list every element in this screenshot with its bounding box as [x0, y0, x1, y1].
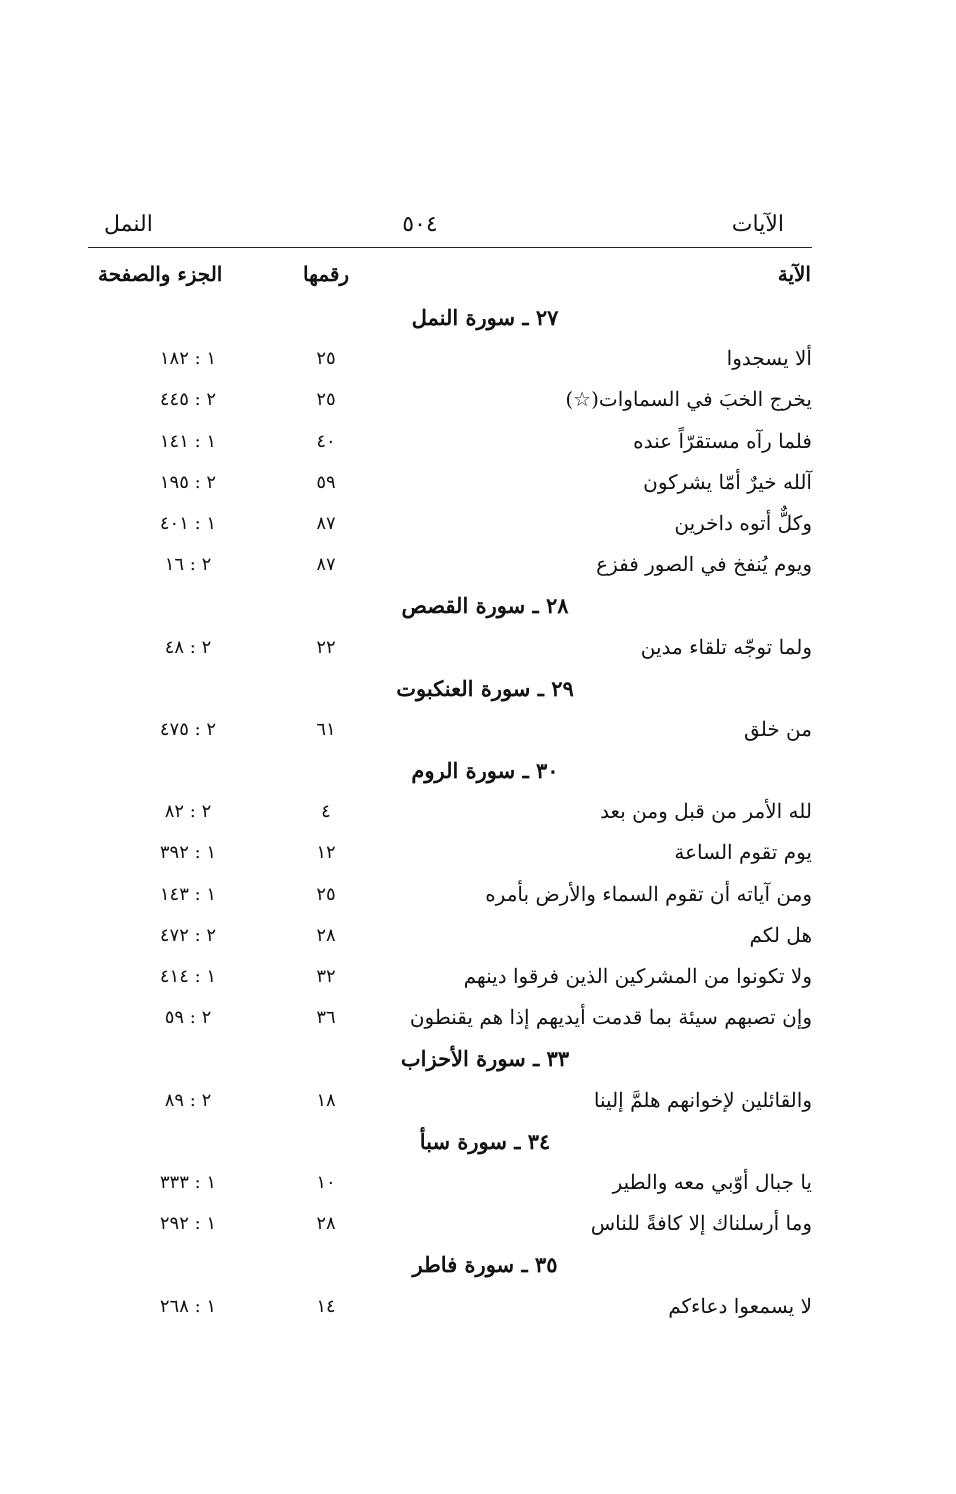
volume-page-ref: ٢ : ٤٧٥ [159, 718, 217, 740]
verse-number: ٢٢ [316, 636, 336, 658]
verse-number: ٣٢ [316, 966, 336, 987]
verse-text: وإن تصبهم سيئة بما قدمت أيديهم إذا هم يقنطون [409, 1005, 812, 1030]
surah-heading: ٢٧ ـ سورة النمل [411, 305, 559, 330]
verse-number: ٨٧ [316, 554, 336, 576]
verse-text: يوم تقوم الساعة [674, 840, 812, 865]
table-row [88, 1080, 812, 1121]
volume-page-ref: ٢ : ٨٢ [164, 801, 212, 823]
table-row [88, 791, 812, 832]
table-row [88, 832, 812, 873]
verse-number: ٨٧ [316, 512, 336, 534]
verse-index-table [88, 297, 812, 1327]
surah-heading: ٢٩ ـ سورة العنكبوت [396, 675, 574, 701]
volume-page-ref: ١ : ٢٩٢ [159, 1213, 217, 1235]
verse-number: ٥٩ [316, 471, 336, 493]
verse-text: وما أرسلناك إلا كافةً للناس [590, 1211, 812, 1236]
table-row [88, 915, 812, 956]
table-row [88, 709, 812, 750]
table-row [88, 544, 812, 585]
verse-text: يخرج الخبَ في السماوات(☆) [565, 387, 812, 412]
table-row [88, 997, 812, 1038]
volume-page-ref: ١ : ٣٩٢ [159, 842, 217, 864]
volume-page-ref: ١ : ٤٠١ [159, 512, 217, 534]
volume-page-ref: ٢ : ٤٤٥ [159, 389, 217, 411]
verse-text: آلله خيرٌ أمّا يشركون [643, 469, 812, 494]
volume-page-ref: ٢ : ٨٩ [164, 1089, 212, 1111]
surah-heading: ٣٣ ـ سورة الأحزاب [400, 1046, 570, 1072]
verse-number: ١٢ [316, 842, 336, 864]
volume-page-ref: ٢ : ٥٩ [164, 1007, 212, 1029]
column-header-ref: الجزء والصفحة [98, 262, 223, 286]
volume-page-ref: ٢ : ١٩٥ [159, 471, 217, 493]
verse-text: هل لكم [749, 922, 812, 947]
verse-text: يا جبال أوّبي معه والطير [612, 1169, 812, 1194]
verse-text: من خلق [744, 716, 812, 741]
verse-text: والقائلين لإخوانهم هلمَّ إلينا [593, 1087, 812, 1112]
verse-number: ٤٠ [316, 430, 336, 452]
verse-number: ٢٨ [316, 1213, 336, 1235]
table-row [88, 1203, 812, 1244]
verse-text: لا يسمعوا دعاءكم [668, 1293, 812, 1318]
page-number: ٥٠٤ [402, 212, 438, 237]
verse-number: ٢٥ [316, 883, 336, 905]
volume-page-ref: ٢ : ١٦ [164, 554, 212, 576]
running-head [88, 205, 812, 245]
volume-page-ref: ٢ : ٤٧٢ [159, 924, 217, 946]
surah-heading: ٣٠ ـ سورة الروم [411, 758, 559, 784]
verse-number: ٤ [321, 801, 331, 823]
verse-number: ٢٥ [316, 348, 336, 370]
header-rule [88, 247, 812, 248]
surah-heading: ٣٥ ـ سورة فاطر [412, 1252, 558, 1278]
verse-text: لله الأمر من قبل ومن بعد [600, 799, 812, 824]
table-row [88, 503, 812, 544]
table-row [88, 627, 812, 668]
verse-text: ألا يسجدوا [726, 346, 812, 371]
table-row [88, 1162, 812, 1203]
section-title: الآيات [731, 212, 784, 237]
column-header-number: رقمها [303, 262, 350, 286]
verse-number: ١٨ [316, 1089, 336, 1111]
verse-text: ومن آياته أن تقوم السماء والأرض بأمره [485, 881, 812, 906]
table-row [88, 421, 812, 462]
verse-number: ٢٥ [316, 389, 336, 411]
volume-page-ref: ٢ : ٤٨ [164, 636, 212, 658]
volume-page-ref: ١ : ١٨٢ [159, 348, 217, 370]
volume-page-ref: ١ : ٤١٤ [159, 966, 217, 987]
column-header-verse: الآية [777, 262, 811, 286]
verse-number: ١٠ [316, 1171, 336, 1193]
verse-number: ٢٨ [316, 924, 336, 946]
verse-text: ولا تكونوا من المشركين الذين فرقوا دينهم [463, 964, 812, 988]
verse-number: ١٤ [316, 1295, 336, 1317]
volume-page-ref: ١ : ٣٣٣ [159, 1171, 217, 1193]
volume-page-ref: ١ : ١٤٣ [159, 883, 217, 905]
table-row [88, 874, 812, 915]
verse-text: وكلٌّ أتوه داخرين [674, 510, 812, 535]
surah-heading: ٣٤ ـ سورة سبأ [419, 1128, 551, 1154]
verse-number: ٦١ [316, 718, 336, 740]
table-row [88, 462, 812, 503]
volume-page-ref: ١ : ١٤١ [159, 430, 217, 452]
surah-running-title: النمل [104, 212, 153, 237]
table-row [88, 956, 812, 997]
verse-text: فلما رآه مستقرّاً عنده [633, 428, 812, 453]
table-row [88, 1286, 812, 1327]
table-row [88, 338, 812, 379]
surah-heading: ٢٨ ـ سورة القصص [401, 593, 569, 619]
verse-number: ٣٦ [316, 1007, 336, 1029]
verse-text: ولما توجّه تلقاء مدين [640, 634, 812, 659]
volume-page-ref: ١ : ٢٦٨ [159, 1295, 217, 1317]
verse-text: ويوم يُنفخ في الصور ففزع [596, 552, 812, 577]
table-row [88, 379, 812, 420]
